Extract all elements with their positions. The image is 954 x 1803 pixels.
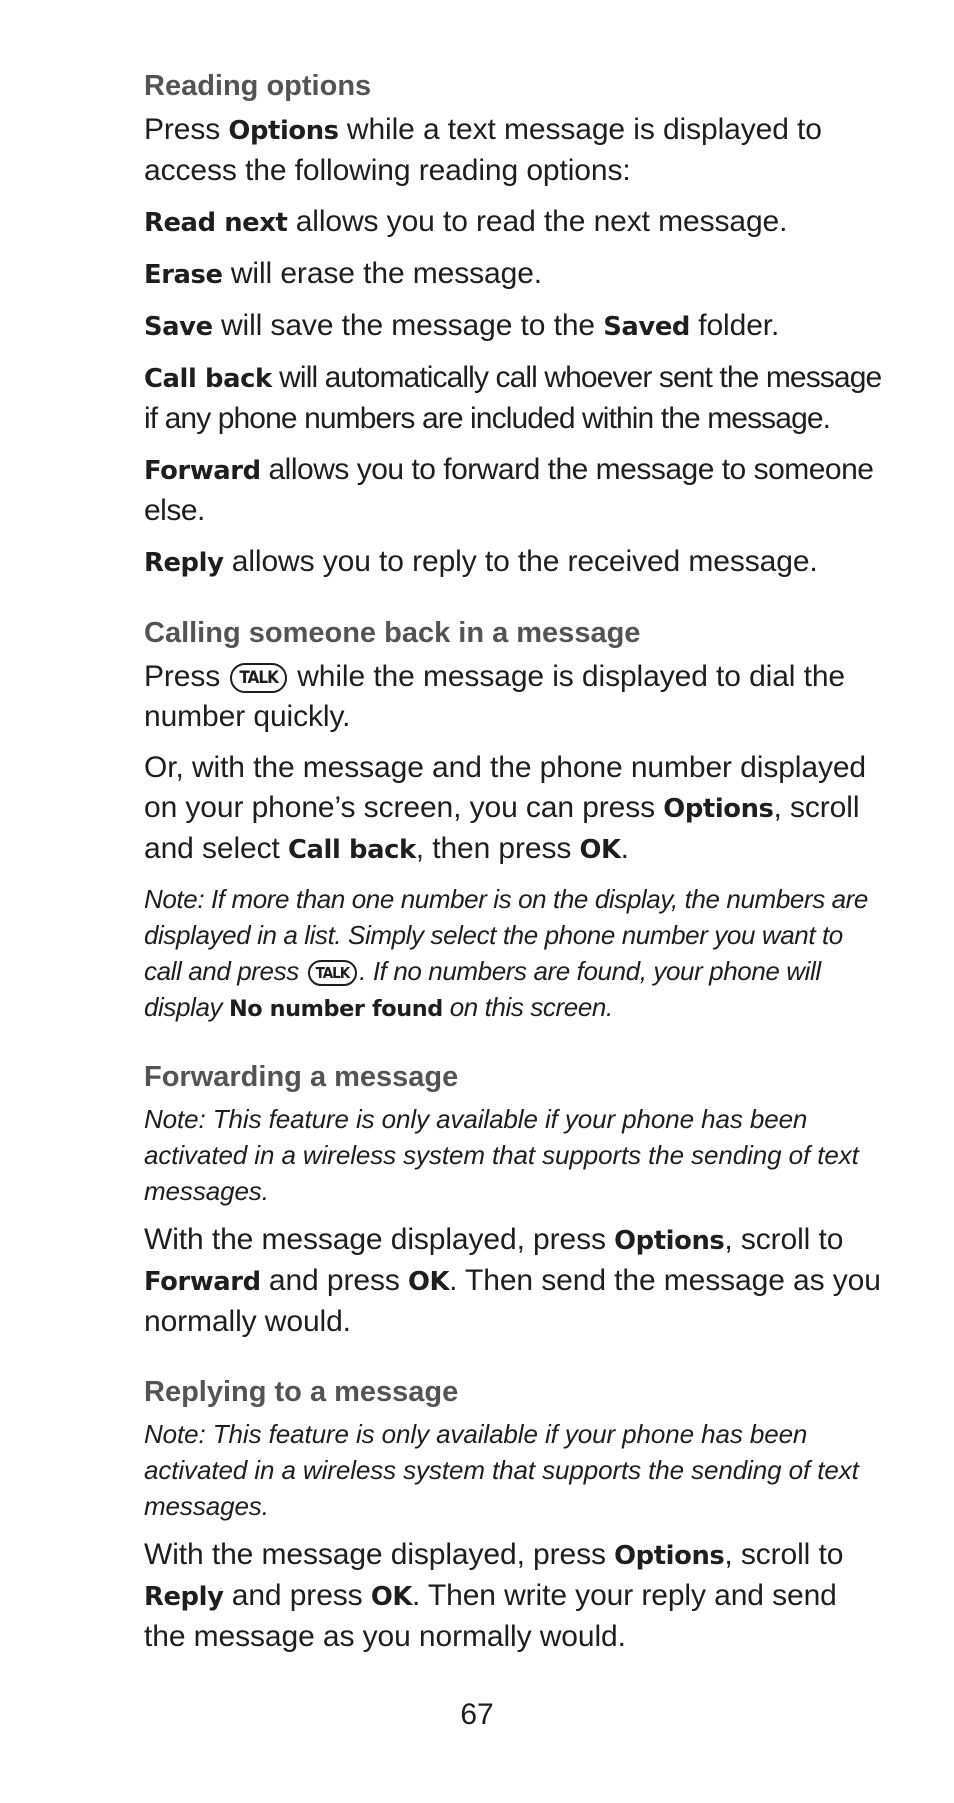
page-number: 67 [460, 1698, 494, 1731]
option-term: Forward [144, 456, 261, 486]
forwarding-instructions: With the message displayed, press Options, scroll to Forward and press OK. Then send the message as you normally would. [144, 1223, 881, 1338]
options-softkey-label: Options [614, 1226, 725, 1256]
talk-key-icon: TALK [230, 663, 287, 693]
replying-note: Note: This feature is only available if your phone has been activated in a wireless system that supports the sending of text messages. [144, 1419, 859, 1521]
option-save: Save will save the message to the Saved folder. [144, 309, 780, 342]
calling-back-note: Note: If more than one number is on the display, the numbers are displayed in a list. Simply select the phone number you want to call and press TALK . If no numbers are found, your phone will display No number found on this screen. [144, 884, 868, 1022]
options-softkey-label: Options [663, 794, 774, 824]
ok-softkey-label: OK [579, 835, 621, 865]
forwarding-note: Note: This feature is only available if your phone has been activated in a wireless system that supports the sending of text messages. [144, 1104, 859, 1206]
ok-softkey-label: OK [407, 1267, 450, 1297]
call-back-label: Call back [288, 835, 416, 865]
option-reply: Reply allows you to reply to the received message. [144, 545, 818, 578]
option-call-back: Call back will automatically call whoever sent the message if any phone numbers are included within the message. [144, 361, 882, 435]
options-softkey-label: Options [614, 1541, 725, 1571]
option-term: Save [144, 312, 213, 342]
saved-folder-label: Saved [603, 312, 690, 342]
options-softkey-label: Options [228, 116, 339, 146]
calling-back-p1: Press TALK while the message is displayed to dial the number quickly. [144, 660, 846, 733]
option-term: Erase [144, 260, 223, 290]
option-forward: Forward allows you to forward the message to someone else. [144, 453, 874, 527]
forwarding-heading: Forwarding a message [144, 1061, 459, 1093]
calling-back-p2: Or, with the message and the phone number displayed on your phone’s screen, you can press Options, scroll and select Call back, then press OK. [144, 751, 867, 865]
no-number-found-label: No number found [228, 996, 443, 1022]
option-term: Call back [144, 364, 272, 394]
manual-page [144, 68, 882, 1668]
forward-label: Forward [144, 1267, 261, 1297]
replying-instructions: With the message displayed, press Options, scroll to Reply and press OK. Then write your reply and send the message as you normally would. [144, 1538, 844, 1653]
replying-heading: Replying to a message [144, 1376, 459, 1408]
calling-back-heading: Calling someone back in a message [144, 617, 641, 649]
option-read-next: Read next allows you to read the next message. [144, 205, 788, 238]
ok-softkey-label: OK [370, 1582, 412, 1612]
talk-key-icon: TALK [308, 960, 358, 986]
option-term: Reply [144, 548, 224, 578]
option-erase: Erase will erase the message. [144, 257, 543, 290]
reply-label: Reply [144, 1582, 224, 1612]
option-term: Read next [144, 208, 288, 238]
reading-options-intro: Press Options while a text message is displayed to access the following reading options: [144, 113, 822, 187]
reading-options-heading: Reading options [144, 70, 372, 102]
